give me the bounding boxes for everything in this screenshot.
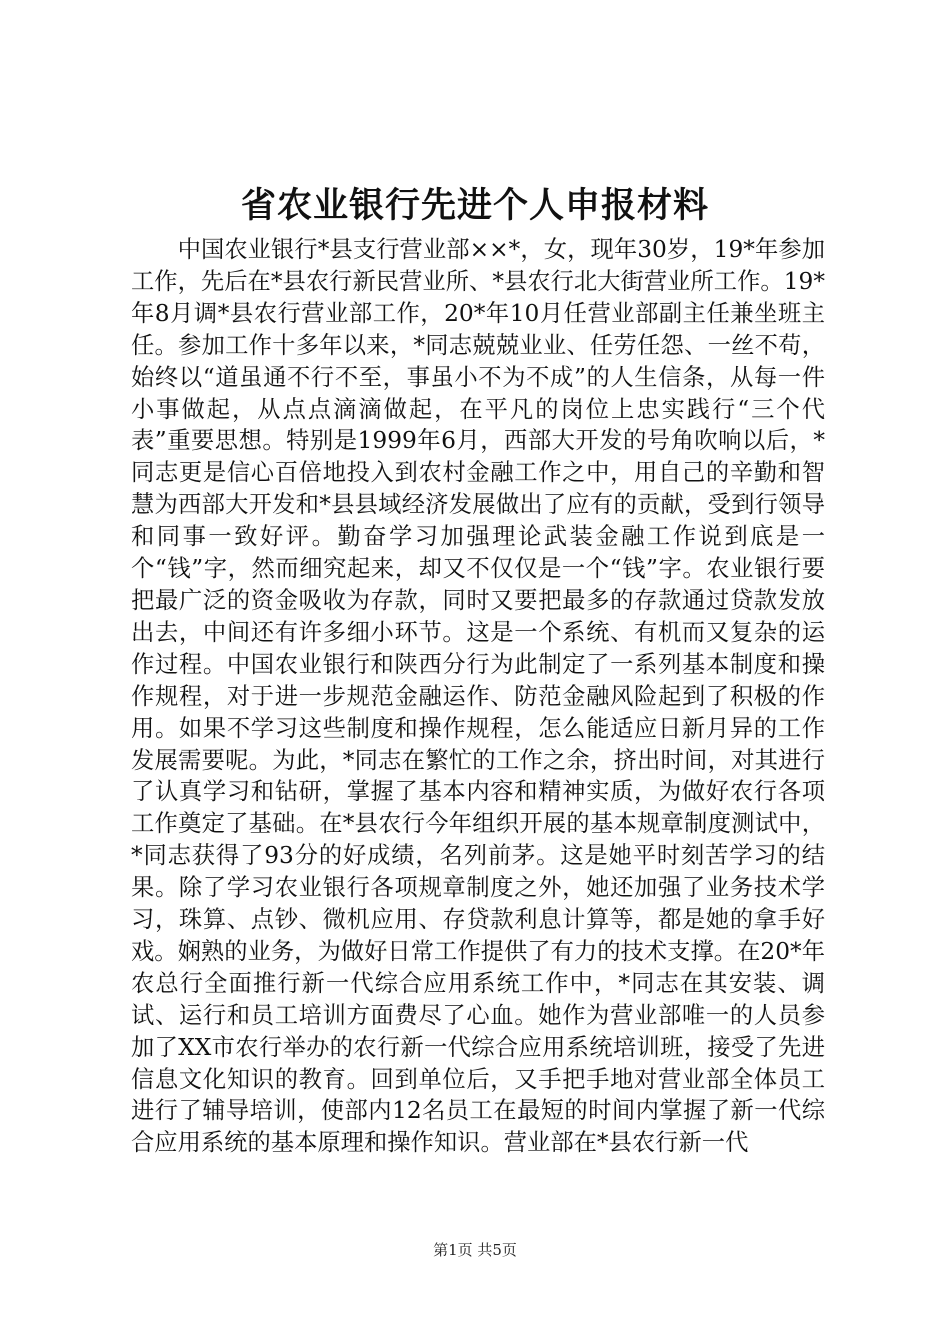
document-title: 省农业银行先进个人申报材料: [240, 186, 709, 226]
document-body: [131, 234, 825, 1159]
page-number: 第1页 共5页: [433, 1241, 517, 1259]
body-paragraph: 中国农业银行*县支行营业部××*，女，现年30岁，19*年参加工作，先后在*县农行新民营业所、*县农行北大街营业所工作。19*年8月调*县农行营业部工作，20*年10月任营业部副主任兼坐班主任。参加工作十多年以来，*同志兢兢业业、任劳任怨、一丝不苟，始终以“道虽通不行不至，事虽小不为不成”的人生信条，从每一件小事做起，从点点滴滴做起，在平凡的岗位上忠实践行“三个代表”重要思想。特别是1999年6月，西部大开发的号角吹响以后，*同志更是信心百倍地投入到农村金融工作之中，用自己的辛勤和智慧为西部大开发和*县县域经济发展做出了应有的贡献，受到行领导和同事一致好评。勤奋学习加强理论武装金融工作说到底是一个“钱”字，然而细究起来，却又不仅仅是一个“钱”字。农业银行要把最广泛的资金吸收为存款，同时又要把最多的存款通过贷款发放出去，中间还有许多细小环节。这是一个系统、有机而又复杂的运作过程。中国农业银行和陕西分行为此制定了一系列基本制度和操作规程，对于进一步规范金融运作、防范金融风险起到了积极的作用。如果不学习这些制度和操作规程，怎么能适应日新月异的工作发展需要呢。为此，*同志在繁忙的工作之余，挤出时间，对其进行了认真学习和钻研，掌握了基本内容和精神实质，为做好农行各项工作奠定了基础。在*县农行今年组织开展的基本规章制度测试中，*同志获得了93分的好成绩，名列前茅。这是她平时刻苦学习的结果。除了学习农业银行各项规章制度之外，她还加强了业务技术学习，珠算、点钞、微机应用、存贷款利息计算等，都是她的拿手好戏。娴熟的业务，为做好日常工作提供了有力的技术支撑。在20*年农总行全面推行新一代综合应用系统工作中，*同志在其安装、调试、运行和员工培训方面费尽了心血。她作为营业部唯一的人员参加了XX市农行举办的农行新一代综合应用系统培训班，接受了先进信息文化知识的教育。回到单位后，又手把手地对营业部全体员工进行了辅导培训，使部内12名员工在最短的时间内掌握了新一代综合应用系统的基本原理和操作知识。营业部在*县农行新一代: [131, 236, 825, 1157]
